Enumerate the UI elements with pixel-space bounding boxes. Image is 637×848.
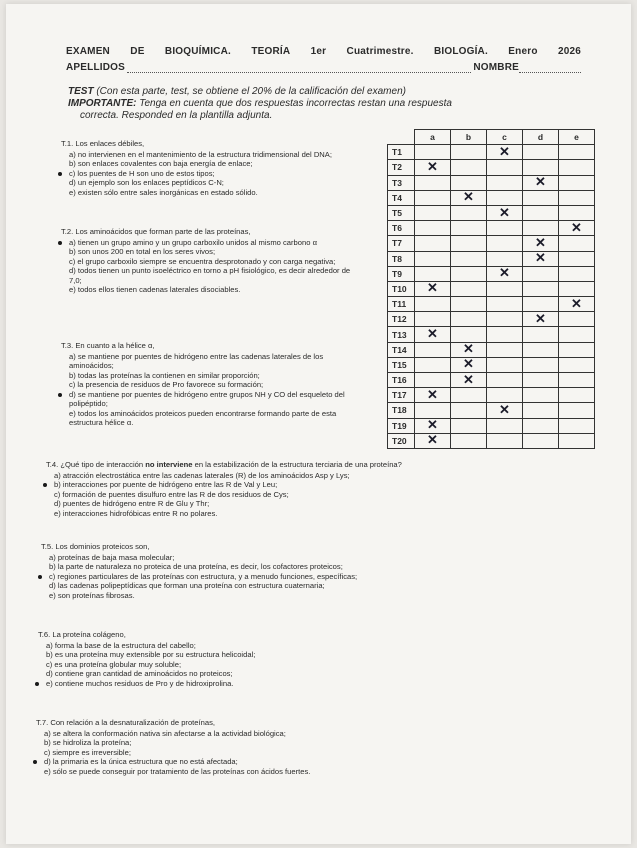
answer-cell[interactable] (523, 418, 559, 433)
option-e: e) son proteínas fibrosas. (49, 590, 135, 600)
cross-mark-icon: ✕ (463, 356, 474, 372)
answer-cell[interactable] (523, 357, 559, 372)
answer-cell[interactable] (523, 403, 559, 418)
answer-cell[interactable] (523, 190, 559, 205)
answer-grid-body (388, 145, 595, 449)
answer-cell[interactable] (523, 236, 559, 251)
answer-cell[interactable] (451, 403, 487, 418)
grid-row (388, 312, 595, 327)
answer-cell[interactable] (451, 251, 487, 266)
grid-row (388, 190, 595, 205)
grid-row (388, 327, 595, 342)
answer-cell[interactable] (523, 312, 559, 327)
option-e: e) existen sólo entre sales inorgánicas en estado sólido. (69, 187, 258, 197)
answer-cell[interactable] (559, 205, 595, 220)
option-e: e) sólo se puede conseguir por tratamiento de las proteínas con ácidos fuertes. (44, 766, 311, 776)
grid-row (388, 251, 595, 266)
header-course: 1er (310, 46, 327, 57)
header-examen: EXAMEN (66, 46, 110, 57)
option-a: a) forma la base de la estructura del cabello; (46, 640, 196, 650)
answer-cell[interactable] (451, 190, 487, 205)
exam-sheet (6, 4, 631, 844)
answer-cell[interactable] (487, 190, 523, 205)
test-text: (Con esta parte, test, se obtiene el 20% de la calificación del examen) (96, 86, 406, 97)
grid-row (388, 160, 595, 175)
option-c: c) el grupo carboxilo siempre se encuentra desprotonado y con carga negativa; (69, 256, 336, 266)
answer-cell[interactable] (451, 327, 487, 342)
answer-cell[interactable] (451, 160, 487, 175)
answer-cell[interactable] (559, 190, 595, 205)
answer-cell[interactable] (559, 221, 595, 236)
answer-cell[interactable] (487, 373, 523, 388)
answer-cell[interactable] (415, 266, 451, 281)
grid-row (388, 175, 595, 190)
question-title-bold: no interviene (145, 460, 193, 469)
question-t7 (36, 718, 596, 776)
name-field[interactable] (519, 64, 581, 73)
grid-row-label: T7 (388, 236, 415, 251)
cross-mark-icon: ✕ (535, 250, 546, 266)
answer-cell[interactable] (523, 388, 559, 403)
answer-cell[interactable] (487, 388, 523, 403)
cross-mark-icon: ✕ (463, 189, 474, 205)
grid-row-label: T3 (388, 175, 415, 190)
name-label: NOMBRE (473, 62, 519, 73)
grid-row-label: T5 (388, 205, 415, 220)
answer-cell[interactable] (523, 145, 559, 160)
answer-cell[interactable] (415, 433, 451, 448)
answer-cell[interactable] (523, 342, 559, 357)
header-teoria: TEORÍA (251, 46, 291, 57)
grid-row-label: T1 (388, 145, 415, 160)
cross-mark-icon: ✕ (499, 401, 510, 417)
answer-cell[interactable] (559, 266, 595, 281)
question-t4 (46, 460, 606, 518)
answer-cell[interactable] (559, 297, 595, 312)
grid-row-label: T20 (388, 433, 415, 448)
answer-cell[interactable] (415, 251, 451, 266)
option-e: e) interacciones hidrofóbicas entre R no polares. (54, 508, 218, 518)
grid-row (388, 205, 595, 220)
cross-mark-icon: ✕ (571, 295, 582, 311)
answer-cell[interactable] (487, 312, 523, 327)
question-t6 (38, 630, 598, 688)
grid-row (388, 145, 595, 160)
answer-cell[interactable] (559, 281, 595, 296)
answer-cell[interactable] (487, 205, 523, 220)
header-year: 2026 (557, 46, 581, 57)
answer-cell[interactable] (451, 388, 487, 403)
cross-mark-icon: ✕ (427, 386, 438, 402)
cross-mark-icon: ✕ (427, 326, 438, 342)
cross-mark-icon: ✕ (499, 204, 510, 220)
grid-row-label: T14 (388, 342, 415, 357)
grid-row-label: T19 (388, 418, 415, 433)
answer-cell[interactable] (451, 418, 487, 433)
answer-cell[interactable] (487, 160, 523, 175)
option-d: d) la primaria es la única estructura que no está afectada; (36, 757, 596, 767)
question-title (46, 460, 606, 470)
question-title: T.7. Con relación a la desnaturalización de proteínas, (36, 718, 215, 727)
grid-row-label: T18 (388, 403, 415, 418)
surname-field[interactable] (127, 64, 471, 73)
option-c: c) formación de puentes disulfuro entre las R de dos residuos de Cys; (54, 489, 289, 499)
answer-cell[interactable] (451, 175, 487, 190)
grid-row-label: T15 (388, 357, 415, 372)
grid-corner (388, 130, 415, 145)
grid-row (388, 297, 595, 312)
answer-cell[interactable] (415, 160, 451, 175)
answer-cell[interactable] (559, 251, 595, 266)
grid-row-label: T17 (388, 388, 415, 403)
grid-column-header: e (559, 130, 595, 145)
question-t1 (61, 139, 351, 197)
answer-cell[interactable] (451, 281, 487, 296)
header-de: DE (130, 46, 145, 57)
grid-row (388, 388, 595, 403)
answer-grid (387, 129, 595, 449)
answer-cell[interactable] (523, 373, 559, 388)
answer-cell[interactable] (451, 312, 487, 327)
grid-row-label: T13 (388, 327, 415, 342)
answer-cell[interactable] (559, 433, 595, 448)
answer-cell[interactable] (487, 221, 523, 236)
answer-cell[interactable] (487, 281, 523, 296)
cross-mark-icon: ✕ (535, 310, 546, 326)
cross-mark-icon: ✕ (535, 174, 546, 190)
grid-row (388, 236, 595, 251)
option-b: b) todas las proteínas la contienen en similar proporción; (69, 370, 260, 380)
answer-cell[interactable] (415, 312, 451, 327)
answer-cell[interactable] (487, 433, 523, 448)
cross-mark-icon: ✕ (499, 265, 510, 281)
grid-row (388, 357, 595, 372)
answer-cell[interactable] (451, 266, 487, 281)
answer-cell[interactable] (415, 403, 451, 418)
answer-cell[interactable] (559, 342, 595, 357)
option-c: c) siempre es irreversible; (44, 747, 131, 757)
answer-cell[interactable] (487, 357, 523, 372)
answer-cell[interactable] (559, 312, 595, 327)
answer-cell[interactable] (415, 190, 451, 205)
answer-cell[interactable] (487, 342, 523, 357)
answer-cell[interactable] (523, 175, 559, 190)
answer-cell[interactable] (415, 327, 451, 342)
answer-cell[interactable] (559, 373, 595, 388)
option-c: c) regiones particulares de las proteínas con estructura, y a menudo funciones, específicas; (41, 572, 601, 582)
option-e: e) contiene muchos residuos de Pro y de hidroxiprolina. (38, 679, 598, 689)
answer-cell[interactable] (559, 175, 595, 190)
option-a: a) se mantiene por puentes de hidrógeno entre las cadenas laterales de los aminoácidos; (69, 351, 324, 370)
grid-row-label: T12 (388, 312, 415, 327)
header-period: Cuatrimestre. (346, 46, 414, 57)
option-a: a) se altera la conformación nativa sin afectarse a la actividad biológica; (44, 728, 286, 738)
grid-row-label: T10 (388, 281, 415, 296)
option-a: a) proteínas de baja masa molecular; (49, 552, 175, 562)
grid-row (388, 266, 595, 281)
question-title: T.6. La proteína colágeno, (38, 630, 126, 639)
answer-cell[interactable] (523, 160, 559, 175)
grid-row (388, 433, 595, 448)
grid-row-label: T4 (388, 190, 415, 205)
answer-cell[interactable] (415, 342, 451, 357)
answer-cell[interactable] (415, 205, 451, 220)
answer-cell[interactable] (559, 236, 595, 251)
answer-cell[interactable] (451, 433, 487, 448)
answer-cell[interactable] (523, 433, 559, 448)
cross-mark-icon: ✕ (427, 417, 438, 433)
question-title: T.3. En cuanto a la hélice α, (61, 341, 155, 350)
surname-label: APELLIDOS (66, 62, 126, 73)
option-b: b) la parte de naturaleza no proteica de una proteína, es decir, los cofactores proteicos; (49, 562, 343, 571)
answer-cell[interactable] (487, 297, 523, 312)
answer-cell[interactable] (559, 327, 595, 342)
grid-column-header: d (523, 130, 559, 145)
question-title-pre: T.4. ¿Qué tipo de interacción (46, 460, 144, 469)
answer-cell[interactable] (487, 403, 523, 418)
header-month: Enero (508, 46, 538, 57)
answer-cell[interactable] (451, 342, 487, 357)
header-degree: BIOLOGÍA. (433, 46, 488, 57)
option-a: a) no intervienen en el mantenimiento de la estructura tridimensional del DNA; (69, 149, 332, 159)
important-text-2: correcta. Responded en la plantilla adjunta. (80, 110, 273, 121)
cross-mark-icon: ✕ (427, 432, 438, 448)
answer-cell[interactable] (559, 418, 595, 433)
answer-cell[interactable] (523, 221, 559, 236)
answer-cell[interactable] (415, 357, 451, 372)
grid-row (388, 342, 595, 357)
important-label: IMPORTANTE: (68, 98, 137, 109)
question-t2 (61, 227, 351, 295)
grid-row (388, 221, 595, 236)
answer-grid-header (388, 130, 595, 145)
answer-cell[interactable] (415, 236, 451, 251)
cross-mark-icon: ✕ (427, 280, 438, 296)
answer-cell[interactable] (451, 297, 487, 312)
answer-cell[interactable] (487, 418, 523, 433)
header-subject: BIOQUÍMICA. (164, 46, 231, 57)
grid-column-header: b (451, 130, 487, 145)
option-b: b) son unos 200 en total en los seres vivos; (69, 247, 216, 256)
answer-cell[interactable] (451, 145, 487, 160)
answer-cell[interactable] (487, 145, 523, 160)
grid-row-label: T8 (388, 251, 415, 266)
grid-row-label: T9 (388, 266, 415, 281)
answer-cell[interactable] (451, 373, 487, 388)
answer-cell[interactable] (415, 418, 451, 433)
option-b: b) son enlaces covalentes con baja energía de enlace; (69, 159, 253, 168)
grid-column-header: c (487, 130, 523, 145)
option-b: b) es una proteína muy extensible por su estructura helicoidal; (46, 650, 256, 659)
grid-row-label: T6 (388, 221, 415, 236)
answer-cell[interactable] (415, 281, 451, 296)
answer-cell[interactable] (415, 221, 451, 236)
answer-cell[interactable] (415, 373, 451, 388)
question-t3 (61, 341, 351, 428)
grid-row (388, 281, 595, 296)
test-instructions (68, 86, 538, 122)
option-d: d) un ejemplo son los enlaces peptídicos C-N; (69, 178, 224, 187)
cross-mark-icon: ✕ (535, 234, 546, 250)
option-b: b) se hidroliza la proteína; (44, 738, 132, 747)
option-c: c) la presencia de residuos de Pro favorece su formación; (69, 380, 264, 389)
answer-cell[interactable] (559, 357, 595, 372)
answer-cell[interactable] (415, 145, 451, 160)
answer-cell[interactable] (559, 160, 595, 175)
cross-mark-icon: ✕ (463, 341, 474, 357)
answer-cell[interactable] (559, 388, 595, 403)
answer-cell[interactable] (415, 175, 451, 190)
answer-cell[interactable] (451, 236, 487, 251)
option-d: d) todos tienen un punto isoeléctrico en torno a pH fisiológico, es decir alrededor de 7,0; (69, 266, 351, 285)
answer-cell[interactable] (487, 266, 523, 281)
option-d: d) puentes de hidrógeno entre R de Glu y Thr; (54, 499, 210, 508)
important-text: Tenga en cuenta que dos respuestas incorrectas restan una respuesta (139, 98, 452, 109)
option-c: c) los puentes de H son uno de estos tipos; (61, 169, 351, 179)
option-c: c) es una proteína globular muy soluble; (46, 659, 182, 669)
grid-row (388, 418, 595, 433)
answer-cell[interactable] (487, 251, 523, 266)
answer-cell[interactable] (523, 266, 559, 281)
grid-row-label: T16 (388, 373, 415, 388)
option-a: a) tienen un grupo amino y un grupo carboxilo unidos al mismo carbono α (61, 238, 351, 248)
grid-row (388, 403, 595, 418)
option-a: a) atracción electrostática entre las cadenas laterales (R) de los aminoácidos Asp y Lys; (54, 470, 350, 480)
answer-cell[interactable] (523, 327, 559, 342)
option-d: d) contiene gran cantidad de aminoácidos no proteicos; (46, 669, 233, 678)
answer-cell[interactable] (487, 327, 523, 342)
option-b: b) interacciones por puente de hidrógeno entre las R de Val y Leu; (46, 480, 606, 490)
option-d: d) se mantiene por puentes de hidrógeno entre grupos NH y CO del esqueleto del polipéptido; (61, 390, 351, 409)
answer-cell[interactable] (559, 403, 595, 418)
answer-cell[interactable] (487, 175, 523, 190)
test-label: TEST (68, 86, 94, 97)
question-t5 (41, 542, 601, 600)
answer-cell[interactable] (523, 297, 559, 312)
answer-cell[interactable] (451, 357, 487, 372)
option-d: d) las cadenas polipeptídicas que forman una proteína con estructura cuaternaria; (49, 581, 325, 590)
answer-cell[interactable] (415, 388, 451, 403)
answer-cell[interactable] (487, 236, 523, 251)
answer-cell[interactable] (451, 221, 487, 236)
answer-cell[interactable] (523, 281, 559, 296)
grid-row-label: T11 (388, 297, 415, 312)
question-title-post: en la estabilización de la estructura terciaria de una proteína? (194, 460, 402, 469)
cross-mark-icon: ✕ (463, 371, 474, 387)
question-title: T.5. Los dominios proteicos son, (41, 542, 150, 551)
answer-cell[interactable] (523, 251, 559, 266)
exam-header (66, 46, 581, 73)
grid-row (388, 373, 595, 388)
cross-mark-icon: ✕ (427, 158, 438, 174)
cross-mark-icon: ✕ (571, 219, 582, 235)
answer-cell[interactable] (523, 205, 559, 220)
answer-cell[interactable] (451, 205, 487, 220)
question-title: T.2. Los aminoácidos que forman parte de las proteínas, (61, 227, 251, 236)
option-e: e) todos los aminoácidos proteicos pueden encontrarse formando parte de esta estructura hélice α. (69, 408, 337, 427)
answer-cell[interactable] (415, 297, 451, 312)
option-e: e) todos ellos tienen cadenas laterales disociables. (69, 285, 241, 294)
grid-column-header: a (415, 130, 451, 145)
cross-mark-icon: ✕ (499, 143, 510, 159)
answer-cell[interactable] (559, 145, 595, 160)
grid-row-label: T2 (388, 160, 415, 175)
question-title: T.1. Los enlaces débiles, (61, 139, 145, 148)
